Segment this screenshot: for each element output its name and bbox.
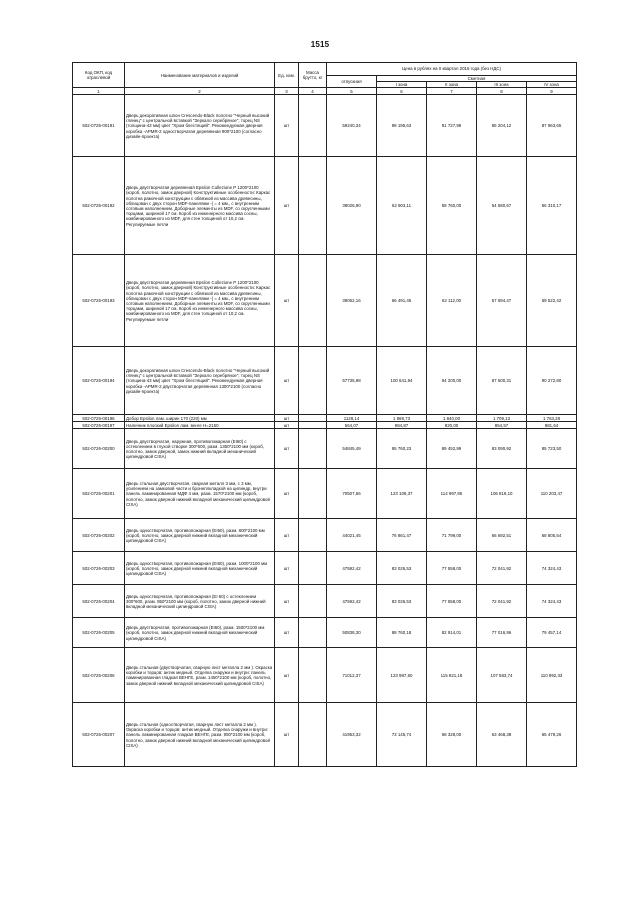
row-code: 502-0726-00194 xyxy=(73,347,125,415)
row-zone-4-price: 79 457,14 xyxy=(527,618,577,648)
row-zone-2-price: 920,00 xyxy=(427,422,477,429)
row-name: Наличник плоский Epsilon лам. венге Н=2150 xyxy=(125,422,275,429)
row-unit: шт xyxy=(275,552,299,585)
row-name: Дверь одностворчатая, противопожарная (EI60), разм. 800*2100 мм (короб, полотно, замок дверной нижний вкладной механический цилиндровой CISA) xyxy=(125,519,275,552)
table-row xyxy=(73,255,577,347)
row-unit: шт xyxy=(275,648,299,703)
row-release-price: 41953,32 xyxy=(327,703,377,767)
header-estimate-price: Сметная xyxy=(377,76,577,82)
row-zone-2-price: 77 558,00 xyxy=(427,552,477,585)
header-zone-3: III зона xyxy=(477,82,527,88)
row-unit: шт xyxy=(275,618,299,648)
row-zone-4-price: 68 805,54 xyxy=(527,519,577,552)
table-row xyxy=(73,519,577,552)
row-zone-2-price: 62 112,00 xyxy=(427,255,477,347)
row-mass xyxy=(299,618,327,648)
column-index-row xyxy=(73,88,577,95)
column-index: 1 xyxy=(73,88,125,95)
row-zone-3-price: 63 468,38 xyxy=(477,703,527,767)
row-mass xyxy=(299,415,327,422)
row-release-price: 71012,37 xyxy=(327,648,377,703)
row-name: Дверь декоративная шпон Crescendo-Black полотно "Черный высокий глянец" с центральной вставкой "Зеркало серебряное", торец NS (толщина-43 мм) цвет "Хром блестящий". Рекомендуемая дверная коробка -APMR-2 двустворчатая деревянная 1300*2100 (согласно дизайн-проекта) xyxy=(125,347,275,415)
row-zone-1-price: 984,87 xyxy=(377,422,427,429)
row-unit: шт xyxy=(275,519,299,552)
row-release-price: 44021,45 xyxy=(327,519,377,552)
row-release-price: 70507,66 xyxy=(327,469,377,519)
row-name: Дверь двустворчатая, наружная, противопожарная (EI60) с остеклением в глухой створке 300*600, разм. 1350*2100 мм (короб, полотно, замок дверной, замок нижний вкладной механический цилиндровой CISA) xyxy=(125,429,275,469)
column-index: 5 xyxy=(327,88,377,95)
row-zone-3-price: 83 090,92 xyxy=(477,429,527,469)
header-mass: Масса брутто, кг xyxy=(299,63,327,88)
row-mass xyxy=(299,585,327,618)
row-code: 502-0726-00191 xyxy=(73,95,125,157)
row-unit: шт xyxy=(275,415,299,422)
row-zone-4-price: 74 324,43 xyxy=(527,585,577,618)
table-row xyxy=(73,648,577,703)
table-row xyxy=(73,469,577,519)
row-unit: шт xyxy=(275,255,299,347)
row-name: Дверь декоративная шпон Crescendo-Black полотно "Черный высокий глянец" с центральной вставкой "Зеркало серебряное", торец NS (толщина-43 мм) цвет "Хром блестящий". Рекомендуемая дверная коробка -APMR-2 одностворчатая деревянная 900*2100 (согласно дизайн-проекта) xyxy=(125,95,275,157)
table-row xyxy=(73,157,577,255)
row-zone-2-price: 114 997,95 xyxy=(427,469,477,519)
row-zone-3-price: 72 041,92 xyxy=(477,552,527,585)
row-zone-4-price: 90 272,80 xyxy=(527,347,577,415)
row-zone-3-price: 57 694,47 xyxy=(477,255,527,347)
row-name: Дверь двустворчатая деревянная Epsilon Collezione P 1200*2100 (короб, полотно, замок дверной) Конструктивные особенности: Каркас полотна рамочной конструкции с обвязкой из массива древесины, облицован с двух сторон MDF-панелями -( = 4 мм., с внутренним сотовым наполнением. Доборные элементы из MDF, со скругленными торцами, шириной 17 см. Короб из инженерного массива сосны, комбинированного из MDF, для стен толщиной от 10,2 см. Регулируемые петли xyxy=(125,157,275,255)
row-zone-1-price: 62 903,11 xyxy=(377,157,427,255)
row-zone-3-price: 77 016,96 xyxy=(477,618,527,648)
row-zone-1-price: 83 026,53 xyxy=(377,552,427,585)
row-unit: шт xyxy=(275,469,299,519)
row-release-price: 47592,42 xyxy=(327,585,377,618)
row-code: 502-0726-00203 xyxy=(73,552,125,585)
row-zone-2-price: 1 840,00 xyxy=(427,415,477,422)
row-name: Дверь двустворчатая деревянная Epsilon Collezione P 1200*2100 (короб, полотно, замок дверной) Конструктивные особенности: Каркас полотна рамочной конструкции с обвязкой из массива древесины, облицован с двух сторон MDF-панелями -( = 4 мм., с внутренним сотовым наполнением. Доборные элементы из MDF, со скругленными торцами, шириной 17 см. Короб из инженерного массива сосны, комбинированного из MDF, для стен толщиной от 10,2 см. Регулируемые петли xyxy=(125,255,275,347)
row-mass xyxy=(299,157,327,255)
row-mass xyxy=(299,429,327,469)
table-row xyxy=(73,415,577,422)
table-row xyxy=(73,429,577,469)
row-zone-4-price: 59 522,42 xyxy=(527,255,577,347)
row-zone-2-price: 77 558,00 xyxy=(427,585,477,618)
row-zone-2-price: 58 760,00 xyxy=(427,157,477,255)
row-release-price: 39062,16 xyxy=(327,255,377,347)
column-index: 2 xyxy=(125,88,275,95)
row-unit: шт xyxy=(275,703,299,767)
row-release-price: 564,07 xyxy=(327,422,377,429)
row-zone-3-price: 85 204,12 xyxy=(477,95,527,157)
table-row xyxy=(73,95,577,157)
row-code: 502-0726-00197 xyxy=(73,422,125,429)
column-index: 4 xyxy=(299,88,327,95)
row-unit: шт xyxy=(275,422,299,429)
header-zone-4: IV зона xyxy=(527,82,577,88)
row-zone-3-price: 106 819,10 xyxy=(477,469,527,519)
row-code: 502-0726-00201 xyxy=(73,469,125,519)
row-name: Добор Epsilon лам. ширин 170 (220) мм xyxy=(125,415,275,422)
row-zone-4-price: 1 763,28 xyxy=(527,415,577,422)
row-release-price: 47592,42 xyxy=(327,552,377,585)
column-index: 7 xyxy=(427,88,477,95)
row-zone-4-price: 110 203,47 xyxy=(527,469,577,519)
row-zone-1-price: 83 026,53 xyxy=(377,585,427,618)
header-zone-1: I зона xyxy=(377,82,427,88)
row-unit: шт xyxy=(275,95,299,157)
row-code: 502-0726-00193 xyxy=(73,255,125,347)
table-row xyxy=(73,703,577,767)
row-zone-1-price: 98 195,63 xyxy=(377,95,427,157)
row-release-price: 67735,98 xyxy=(327,347,377,415)
column-index: 9 xyxy=(527,88,577,95)
row-unit: шт xyxy=(275,429,299,469)
row-zone-2-price: 94 200,00 xyxy=(427,347,477,415)
table-row xyxy=(73,552,577,585)
row-code: 502-0726-00207 xyxy=(73,703,125,767)
row-code: 502-0726-00200 xyxy=(73,429,125,469)
row-zone-3-price: 1 709,13 xyxy=(477,415,527,422)
row-zone-1-price: 66 491,45 xyxy=(377,255,427,347)
header-release-price: отпускная xyxy=(327,76,377,88)
row-unit: шт xyxy=(275,585,299,618)
row-zone-2-price: 71 799,00 xyxy=(427,519,477,552)
row-release-price: 1128,14 xyxy=(327,415,377,422)
row-mass xyxy=(299,703,327,767)
row-code: 502-0726-00192 xyxy=(73,157,125,255)
row-zone-4-price: 110 992,33 xyxy=(527,648,577,703)
row-zone-3-price: 72 041,92 xyxy=(477,585,527,618)
row-zone-2-price: 82 914,01 xyxy=(427,618,477,648)
row-release-price: 54845,49 xyxy=(327,429,377,469)
row-zone-3-price: 854,57 xyxy=(477,422,527,429)
table-row xyxy=(73,422,577,429)
row-zone-1-price: 95 760,23 xyxy=(377,429,427,469)
row-unit: шт xyxy=(275,157,299,255)
row-unit: шт xyxy=(275,347,299,415)
row-mass xyxy=(299,95,327,157)
row-zone-1-price: 76 861,47 xyxy=(377,519,427,552)
row-code: 502-0726-00206 xyxy=(73,648,125,703)
row-mass xyxy=(299,422,327,429)
row-zone-1-price: 123 106,37 xyxy=(377,469,427,519)
row-zone-3-price: 66 692,51 xyxy=(477,519,527,552)
row-zone-1-price: 123 987,60 xyxy=(377,648,427,703)
row-name: Дверь стальная (двустворчатая, сварную лист металла 2 мм ). Окраска коробки и торцов: антик медный. Отделка снаружи и внутри: панель ламинированная гладкая ВЕНГЕ, разм. 1450*2100 мм (короб, полотно, замок дверной нижний вкладной механический цилиндровой CISA) xyxy=(125,648,275,703)
row-zone-3-price: 107 583,74 xyxy=(477,648,527,703)
row-mass xyxy=(299,347,327,415)
row-name: Дверь двустворчатая, противопожарная (EI60), разм. 1500*2100 мм (короб, полотно, замок дверной нижний вкладной механический цилиндровой CISA) xyxy=(125,618,275,648)
row-release-price: 59240,34 xyxy=(327,95,377,157)
header-price-group: Цена в рублях на II квартал 2016 года (без НДС) xyxy=(327,63,577,76)
row-mass xyxy=(299,648,327,703)
table-body xyxy=(73,95,577,767)
row-zone-4-price: 56 310,17 xyxy=(527,157,577,255)
header-zone-2: II зона xyxy=(427,82,477,88)
row-name: Дверь стальная двустворчатая, сварная металл 3 мм, с 3 мм, усилением на замковой части и бронеплкладкой на цилиндр, внутри панель ламинированная МДФ 4 мм, разм. 1570*2100 мм (короб, полотно, замок дверной нижний вкладной механический цилиндровой CISA) xyxy=(125,469,275,519)
row-name: Дверь стальная (одностворчатая, сварную лист металла 2 мм ). Окраска коробки и торцов: антик медный. Отделка снаружи и внутри: панель ламинированная гладкая ВЕНГЕ, разм. 950*2100 мм (короб, полотно, замок дверной нижний вкладной механический цилиндровой CISA) xyxy=(125,703,275,767)
row-mass xyxy=(299,519,327,552)
header-name: Наименование материалов и изделий xyxy=(125,63,275,88)
row-zone-3-price: 54 580,67 xyxy=(477,157,527,255)
row-zone-2-price: 89 452,99 xyxy=(427,429,477,469)
row-name: Дверь одностворчатая, противопожарная (EI60), разм. 1000*2100 мм (короб, полотно, замок дверной нижний вкладной механический цилиндровой CISA) xyxy=(125,552,275,585)
row-zone-4-price: 65 479,26 xyxy=(527,703,577,767)
table-row xyxy=(73,618,577,648)
row-zone-2-price: 68 328,00 xyxy=(427,703,477,767)
row-mass xyxy=(299,255,327,347)
row-zone-1-price: 73 145,74 xyxy=(377,703,427,767)
column-index: 6 xyxy=(377,88,427,95)
row-zone-1-price: 88 760,18 xyxy=(377,618,427,648)
row-zone-1-price: 1 969,73 xyxy=(377,415,427,422)
row-code: 502-0726-00204 xyxy=(73,585,125,618)
row-zone-1-price: 100 641,94 xyxy=(377,347,427,415)
price-table xyxy=(72,62,577,767)
column-index: 3 xyxy=(275,88,299,95)
row-zone-3-price: 87 500,31 xyxy=(477,347,527,415)
column-index: 8 xyxy=(477,88,527,95)
page-number: 1515 xyxy=(310,40,330,49)
row-zone-4-price: 87 963,65 xyxy=(527,95,577,157)
row-mass xyxy=(299,552,327,585)
row-name: Дверь одностворчатая, противопожарная (EI 60) с остеклением 300*600, разм. 950*2100 мм (короб, полотно, замок дверной нижний вкладной механический цилиндровой CISA) xyxy=(125,585,275,618)
header-code: Код ОКП, код отраслевой xyxy=(73,63,125,88)
row-code: 502-0726-00196 xyxy=(73,415,125,422)
row-zone-2-price: 115 821,18 xyxy=(427,648,477,703)
row-zone-2-price: 91 727,99 xyxy=(427,95,477,157)
row-zone-4-price: 881,64 xyxy=(527,422,577,429)
header-unit: Ед. изм. xyxy=(275,63,299,88)
row-code: 502-0726-00202 xyxy=(73,519,125,552)
row-release-price: 50838,30 xyxy=(327,618,377,648)
table-row xyxy=(73,585,577,618)
row-release-price: 38026,90 xyxy=(327,157,377,255)
row-code: 502-0726-00205 xyxy=(73,618,125,648)
row-zone-4-price: 74 324,43 xyxy=(527,552,577,585)
row-zone-4-price: 85 723,50 xyxy=(527,429,577,469)
table-row xyxy=(73,347,577,415)
row-mass xyxy=(299,469,327,519)
